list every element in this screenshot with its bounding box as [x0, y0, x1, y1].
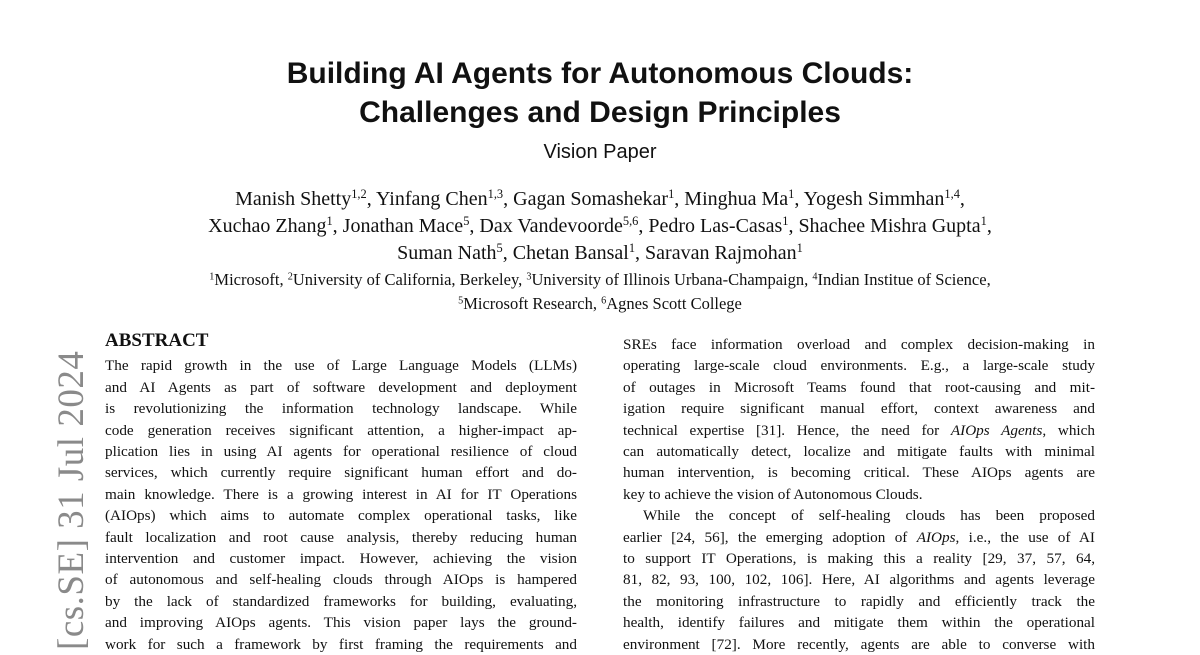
- affiliation-name: Agnes Scott College: [606, 294, 742, 313]
- abstract-line: plication lies in using AI agents for operational resilience of cloud: [105, 443, 577, 461]
- author-name: [208, 215, 343, 237]
- abstract-heading: ABSTRACT: [105, 330, 209, 351]
- author-affiliation-marker: 1: [326, 214, 333, 229]
- affiliation: [288, 270, 527, 289]
- author-name: [798, 215, 991, 237]
- title-line-2: Challenges and Design Principles: [359, 96, 841, 129]
- author-affiliation-marker: 1: [628, 241, 636, 256]
- text-line: [623, 527, 1095, 548]
- author-affiliation-marker: 1,3: [487, 187, 504, 202]
- abstract-line: is revolutionizing the information technology landscape. While: [105, 400, 577, 418]
- text-line: key to achieve the vision of Autonomous Clouds.: [623, 485, 923, 503]
- paper-subtitle: Vision Paper: [543, 141, 657, 163]
- author-affiliation-marker: 1,4: [944, 187, 960, 202]
- affiliation: [526, 270, 812, 289]
- affiliation-list: [100, 268, 1100, 316]
- author-name: [648, 215, 798, 237]
- author-separator: ,: [794, 188, 804, 210]
- abstract-body: [105, 355, 577, 655]
- title-line-1: Building AI Agents for Autonomous Clouds:: [286, 57, 914, 90]
- author-separator: ,: [638, 215, 649, 237]
- text-line: igation require significant manual effort, context awareness and: [623, 400, 1095, 418]
- author-affiliation-marker: 5: [496, 241, 503, 256]
- author-affiliation-marker: 1: [668, 187, 675, 202]
- abstract-line: code generation receives significant attention, a higher-impact ap-: [105, 421, 577, 439]
- author-name-text: Xuchao Zhang: [208, 215, 327, 237]
- abstract-line: and improving AIOps agents. This vision paper lays the ground-: [105, 614, 577, 632]
- author-separator: ,: [366, 188, 376, 210]
- abstract-line: The rapid growth in the use of Large Language Models (LLMs): [105, 357, 577, 375]
- intro-column: [623, 334, 1095, 655]
- paper-title: [0, 54, 1200, 132]
- author-list: [100, 186, 1100, 267]
- abstract-line: fault localization and root cause analysis, thereby reducing human: [105, 528, 577, 546]
- author-affiliation-marker: 1,2: [351, 187, 367, 202]
- text-line: operating large-scale cloud environments. E.g., a large-scale study: [623, 357, 1095, 375]
- author-affiliation-marker: 1: [782, 214, 789, 229]
- affiliation: [601, 294, 742, 313]
- author-separator: ,: [635, 242, 646, 264]
- text-line: the monitoring infrastructure to rapidly and efficiently track the: [623, 592, 1095, 610]
- author-name-text: Yogesh Simmhan: [803, 188, 945, 210]
- abstract-column: [105, 330, 577, 655]
- emphasis-term: AIOps: [916, 528, 956, 546]
- author-separator: ,: [986, 215, 992, 237]
- text-line: SREs face information overload and complex decision-making in: [623, 336, 1095, 353]
- author-separator: ,: [469, 215, 480, 237]
- author-name-text: Suman Nath: [397, 242, 497, 264]
- affiliation-name: Microsoft,: [214, 270, 288, 289]
- author-name-text: Gagan Somashekar: [513, 188, 669, 210]
- author-name-text: Dax Vandevoorde: [479, 215, 623, 237]
- author-affiliation-marker: 5,6: [622, 214, 639, 229]
- text-segment: , which: [1042, 421, 1095, 439]
- abstract-line: main knowledge. There is a growing interest in AI for IT Operations: [105, 485, 577, 503]
- author-affiliation-marker: 1: [788, 187, 795, 202]
- abstract-line: by the lack of standardized frameworks for building, evaluating,: [105, 592, 577, 610]
- affiliation-marker: 5: [458, 295, 464, 307]
- author-name: [804, 188, 965, 210]
- affiliation-marker: 4: [812, 271, 818, 283]
- abstract-line: of autonomous and self-healing clouds through AIOps is hampered: [105, 571, 577, 589]
- text-line: of outages in Microsoft Teams found that root-causing and mit-: [623, 378, 1095, 396]
- author-name: [235, 188, 376, 210]
- text-line: human intervention, is becoming critical. These AIOps agents are: [623, 464, 1095, 482]
- text-segment: earlier [24, 56], the emerging adoption of: [623, 528, 917, 546]
- author-name-text: Saravan Rajmohan: [645, 242, 797, 264]
- author-affiliation-marker: 1: [796, 241, 803, 256]
- author-separator: ,: [674, 188, 685, 210]
- affiliation-marker: 3: [526, 271, 532, 283]
- text-segment: technical expertise [31]. Hence, the need for: [623, 421, 951, 439]
- affiliation-marker: 6: [601, 295, 607, 307]
- text-line: 81, 82, 93, 100, 102, 106]. Here, AI algorithms and agents leverage: [623, 571, 1095, 589]
- affiliation-marker: 1: [209, 271, 215, 283]
- abstract-line: work for such a framework by first framing the requirements and: [105, 635, 577, 653]
- author-separator: ,: [959, 188, 965, 210]
- affiliation: [458, 294, 601, 313]
- emphasis-term: AIOps Agents: [950, 421, 1043, 439]
- author-name: [645, 242, 803, 264]
- author-name-text: Chetan Bansal: [512, 242, 629, 264]
- author-name: [479, 215, 648, 237]
- author-name: [513, 242, 645, 264]
- author-name: [684, 188, 803, 210]
- abstract-line: services, which currently require significant human effort and do-: [105, 464, 577, 482]
- affiliation-name: University of California, Berkeley,: [292, 270, 527, 289]
- affiliation: [209, 270, 287, 289]
- intro-paragraph-2: [623, 505, 1095, 655]
- author-name-text: Manish Shetty: [235, 188, 352, 210]
- text-line: [623, 420, 1095, 441]
- author-separator: ,: [332, 215, 343, 237]
- author-name-text: Pedro Las-Casas: [648, 215, 783, 237]
- text-line: While the concept of self-healing clouds has been proposed: [643, 507, 1095, 525]
- affiliation-name: Indian Institue of Science,: [817, 270, 991, 289]
- affiliation-marker: 2: [287, 271, 293, 283]
- abstract-line: and AI Agents as part of software development and deployment: [105, 378, 577, 396]
- arxiv-stamp: [cs.SE] 31 Jul 2024: [51, 350, 92, 650]
- author-name-text: Yinfang Chen: [375, 188, 488, 210]
- author-name: [343, 215, 480, 237]
- abstract-line: intervention and customer impact. However, achieving the vision: [105, 550, 577, 568]
- author-affiliation-marker: 1: [980, 214, 987, 229]
- text-line: to support IT Operations, is making this a reality [29, 37, 57, 64,: [623, 550, 1095, 568]
- text-line: can automatically detect, localize and mitigate faults with minimal: [623, 443, 1095, 461]
- author-separator: ,: [788, 215, 799, 237]
- text-line: health, identify failures and mitigate them within the operational: [623, 614, 1095, 632]
- author-separator: ,: [503, 188, 514, 210]
- author-name: [376, 188, 513, 210]
- author-name-text: Jonathan Mace: [342, 215, 464, 237]
- abstract-line: (AIOps) which aims to automate complex operational tasks, like: [105, 507, 577, 525]
- author-name-text: Minghua Ma: [684, 188, 789, 210]
- author-name-text: Shachee Mishra Gupta: [798, 215, 981, 237]
- author-name: [397, 242, 513, 264]
- text-segment: , i.e., the use of AI: [955, 528, 1095, 546]
- intro-paragraph-1: [623, 334, 1095, 505]
- text-line: environment [72]. More recently, agents are able to converse with: [623, 635, 1095, 653]
- affiliation-name: University of Illinois Urbana-Champaign,: [531, 270, 813, 289]
- author-affiliation-marker: 5: [463, 214, 470, 229]
- author-separator: ,: [502, 242, 513, 264]
- affiliation-name: Microsoft Research,: [463, 294, 602, 313]
- author-name: [513, 188, 684, 210]
- affiliation: [812, 270, 990, 289]
